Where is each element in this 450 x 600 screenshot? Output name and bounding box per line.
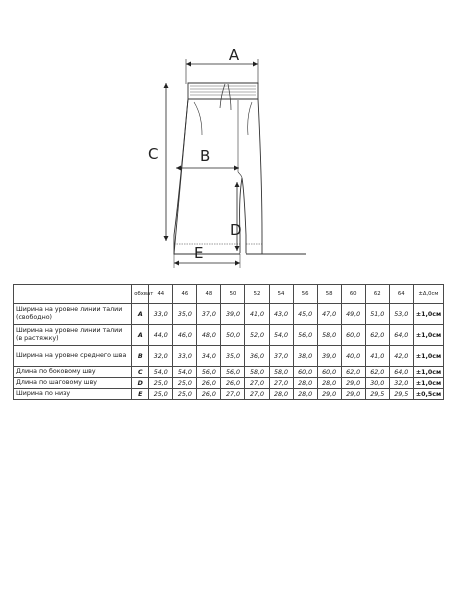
size-value-cell: 51,0 xyxy=(365,304,389,325)
header-cell: 52 xyxy=(245,285,269,304)
size-value-cell: 44,0 xyxy=(149,325,173,346)
size-value-cell: 29,5 xyxy=(365,389,389,400)
size-value-cell: 34,0 xyxy=(197,346,221,367)
measurement-code: D xyxy=(132,378,149,389)
measurement-code: E xyxy=(132,389,149,400)
header-cell: 44 xyxy=(149,285,173,304)
size-value-cell: 33,0 xyxy=(149,304,173,325)
size-value-cell: 37,0 xyxy=(197,304,221,325)
tolerance-cell: ±1,0см xyxy=(413,378,443,389)
size-value-cell: 56,0 xyxy=(197,367,221,378)
size-value-cell: 37,0 xyxy=(269,346,293,367)
size-value-cell: 58,0 xyxy=(245,367,269,378)
size-value-cell: 41,0 xyxy=(245,304,269,325)
measurement-name: Ширина на уровне линии талии (свободно) xyxy=(14,304,132,325)
header-cell: 54 xyxy=(269,285,293,304)
header-blank xyxy=(14,285,132,304)
size-value-cell: 62,0 xyxy=(365,325,389,346)
measurement-code: B xyxy=(132,346,149,367)
size-value-cell: 25,0 xyxy=(173,378,197,389)
header-cell: 48 xyxy=(197,285,221,304)
size-value-cell: 49,0 xyxy=(341,304,365,325)
size-value-cell: 60,0 xyxy=(341,325,365,346)
measurement-name: Длина по шаговому шву xyxy=(14,378,132,389)
size-value-cell: 27,0 xyxy=(221,389,245,400)
size-value-cell: 64,0 xyxy=(389,367,413,378)
size-value-cell: 36,0 xyxy=(245,346,269,367)
table-row xyxy=(14,367,444,378)
table-row xyxy=(14,389,444,400)
measurement-code: A xyxy=(132,304,149,325)
shorts-diagram xyxy=(150,40,260,270)
size-value-cell: 62,0 xyxy=(365,367,389,378)
size-value-cell: 28,0 xyxy=(317,378,341,389)
tolerance-cell: ±1,0см xyxy=(413,304,443,325)
size-value-cell: 64,0 xyxy=(389,325,413,346)
size-value-cell: 26,0 xyxy=(197,389,221,400)
size-value-cell: 47,0 xyxy=(317,304,341,325)
size-value-cell: 25,0 xyxy=(173,389,197,400)
header-cell: 50 xyxy=(221,285,245,304)
size-value-cell: 33,0 xyxy=(173,346,197,367)
size-value-cell: 27,0 xyxy=(245,389,269,400)
size-value-cell: 40,0 xyxy=(341,346,365,367)
dimension-label-d: D xyxy=(230,221,242,239)
size-value-cell: 43,0 xyxy=(269,304,293,325)
size-value-cell: 48,0 xyxy=(197,325,221,346)
measurement-name: Ширина на уровне среднего шва xyxy=(14,346,132,367)
size-value-cell: 54,0 xyxy=(149,367,173,378)
size-value-cell: 41,0 xyxy=(365,346,389,367)
size-value-cell: 26,0 xyxy=(197,378,221,389)
tolerance-cell: ±1,0см xyxy=(413,367,443,378)
size-value-cell: 26,0 xyxy=(221,378,245,389)
dimension-label-b: B xyxy=(200,147,211,165)
size-value-cell: 28,0 xyxy=(293,389,317,400)
size-value-cell: 29,5 xyxy=(389,389,413,400)
header-cell: обхват xyxy=(132,285,149,304)
header-cell: 62 xyxy=(365,285,389,304)
size-value-cell: 60,0 xyxy=(293,367,317,378)
header-cell: 60 xyxy=(341,285,365,304)
size-value-cell: 27,0 xyxy=(269,378,293,389)
size-value-cell: 38,0 xyxy=(293,346,317,367)
table-row xyxy=(14,346,444,367)
size-value-cell: 32,0 xyxy=(149,346,173,367)
size-value-cell: 29,0 xyxy=(317,389,341,400)
table-row xyxy=(14,325,444,346)
dimension-label-c: C xyxy=(148,145,159,163)
size-value-cell: 58,0 xyxy=(317,325,341,346)
measurement-name: Ширина по низу xyxy=(14,389,132,400)
size-value-cell: 39,0 xyxy=(221,304,245,325)
measurement-name: Длина по боковому шву xyxy=(14,367,132,378)
size-value-cell: 54,0 xyxy=(173,367,197,378)
tolerance-cell: ±1,0см xyxy=(413,325,443,346)
size-value-cell: 58,0 xyxy=(269,367,293,378)
tolerance-cell: ±0,5см xyxy=(413,389,443,400)
header-cell: 56 xyxy=(293,285,317,304)
table-row xyxy=(14,378,444,389)
header-cell: ±Δ,0см xyxy=(413,285,443,304)
table-body xyxy=(14,304,444,400)
table-header-row xyxy=(14,285,444,304)
measurement-code: C xyxy=(132,367,149,378)
size-table xyxy=(13,284,444,400)
measurement-code: A xyxy=(132,325,149,346)
size-value-cell: 50,0 xyxy=(221,325,245,346)
size-value-cell: 60,0 xyxy=(317,367,341,378)
size-value-cell: 35,0 xyxy=(221,346,245,367)
size-value-cell: 30,0 xyxy=(365,378,389,389)
size-value-cell: 28,0 xyxy=(293,378,317,389)
size-value-cell: 52,0 xyxy=(245,325,269,346)
size-value-cell: 46,0 xyxy=(173,325,197,346)
size-value-cell: 62,0 xyxy=(341,367,365,378)
size-value-cell: 27,0 xyxy=(245,378,269,389)
size-value-cell: 56,0 xyxy=(221,367,245,378)
size-value-cell: 54,0 xyxy=(269,325,293,346)
size-value-cell: 28,0 xyxy=(269,389,293,400)
dimension-label-e: E xyxy=(194,244,204,262)
header-cell: 46 xyxy=(173,285,197,304)
size-value-cell: 25,0 xyxy=(149,378,173,389)
dimension-label-a: A xyxy=(228,46,240,64)
table-row xyxy=(14,304,444,325)
size-value-cell: 29,0 xyxy=(341,378,365,389)
size-value-cell: 25,0 xyxy=(149,389,173,400)
tolerance-cell: ±1,0см xyxy=(413,346,443,367)
size-value-cell: 45,0 xyxy=(293,304,317,325)
size-value-cell: 35,0 xyxy=(173,304,197,325)
size-value-cell: 29,0 xyxy=(341,389,365,400)
size-value-cell: 53,0 xyxy=(389,304,413,325)
size-value-cell: 32,0 xyxy=(389,378,413,389)
size-value-cell: 56,0 xyxy=(293,325,317,346)
size-value-cell: 39,0 xyxy=(317,346,341,367)
header-cell: 58 xyxy=(317,285,341,304)
measurement-name: Ширина на уровне линии талии (в растяжку) xyxy=(14,325,132,346)
header-cell: 64 xyxy=(389,285,413,304)
size-value-cell: 42,0 xyxy=(389,346,413,367)
